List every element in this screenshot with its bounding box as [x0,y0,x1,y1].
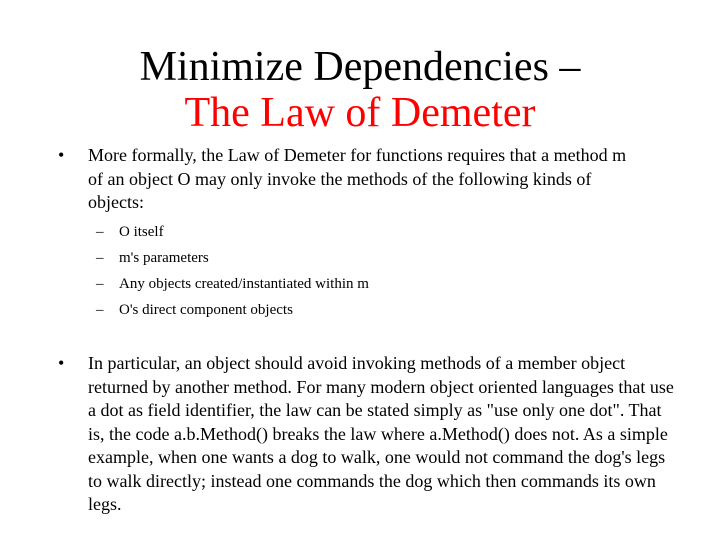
dash-marker: – [96,302,104,318]
sub-bullet-text: m's parameters [119,250,209,266]
dash-marker: – [96,276,104,292]
bullet-text: More formally, the Law of Demeter for functions requires that a method m of an object O may only invoke the methods of the following kinds of objects: [88,145,627,212]
bullet-item [58,144,638,215]
bullet-marker: • [58,145,65,165]
dash-marker: – [96,250,104,266]
sub-bullet-text: Any objects created/instantiated within m [119,276,369,292]
sub-bullet-text: O's direct component objects [119,302,293,318]
bullet-item [58,352,678,517]
bullet-text: In particular, an object should avoid invoking methods of a member object returned by another method. For many modern object oriented languages that use a dot as field identifier, the law can be stated simply as "use only one dot". That is, the code a.b.Method() breaks the law where a.Method() does not. As a simple example, when one wants a dog to walk, one would not command the dog's legs to walk directly; instead one commands the dog which then commands its own legs. [88,353,674,514]
title-line-2: The Law of Demeter [184,90,536,136]
dash-marker: – [96,224,104,240]
sub-bullet-text: O itself [119,224,164,240]
slide-title [110,44,610,136]
bullet-marker: • [58,353,65,373]
title-line-1: Minimize Dependencies – [139,44,581,90]
